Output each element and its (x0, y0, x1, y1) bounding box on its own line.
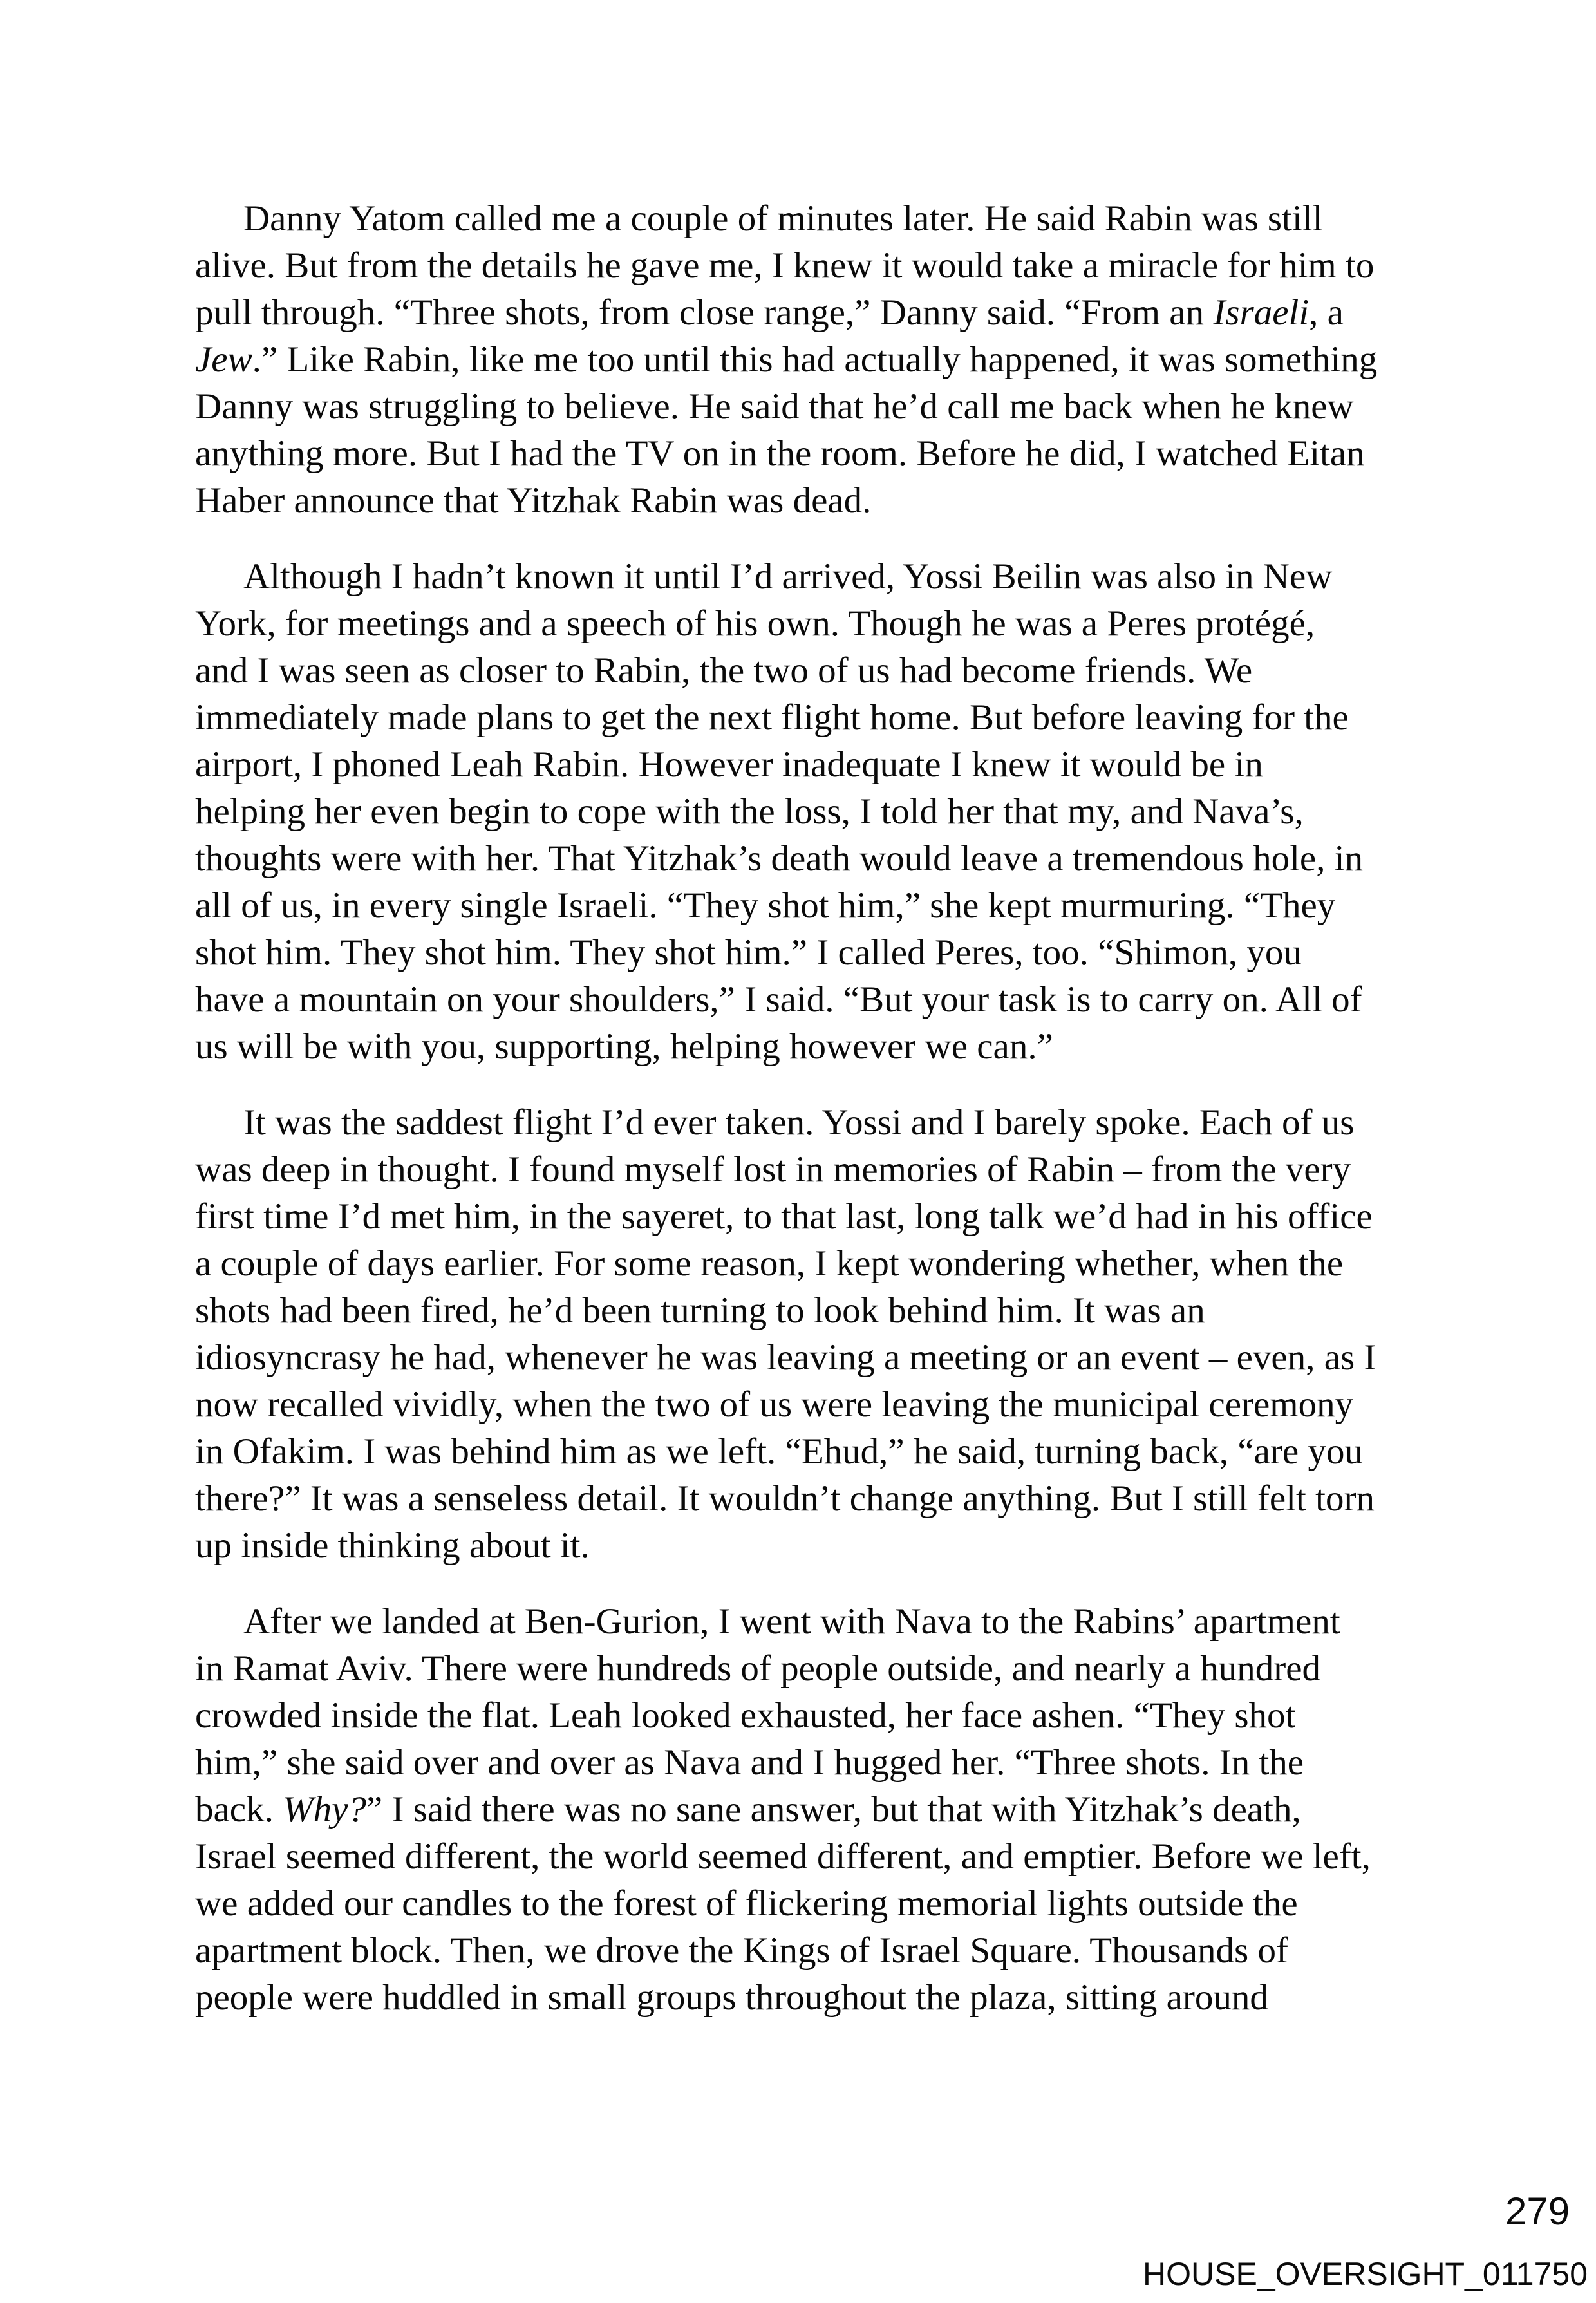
text-segment: shots had been fired, he’d been turning to look behind him. It was an (195, 1290, 1205, 1331)
text-line (195, 553, 1418, 600)
text-line (195, 976, 1418, 1023)
text-line (195, 383, 1418, 430)
text-segment: now recalled vividly, when the two of us were leaving the municipal ceremony (195, 1384, 1354, 1425)
text-segment: us will be with you, supporting, helping however we can.” (195, 1026, 1053, 1067)
text-segment: Danny was struggling to believe. He said that he’d call me back when he knew (195, 386, 1354, 427)
text-line (195, 1880, 1418, 1927)
text-segment: airport, I phoned Leah Rabin. However inadequate I knew it would be in (195, 744, 1263, 785)
text-line (195, 1833, 1418, 1880)
text-line (195, 336, 1418, 383)
text-line (195, 1146, 1418, 1193)
text-segment: him,” she said over and over as Nava and I hugged her. “Three shots. In the (195, 1742, 1304, 1783)
paragraph (195, 1099, 1418, 1569)
text-segment: thoughts were with her. That Yitzhak’s death would leave a tremendous hole, in (195, 838, 1364, 879)
text-line (195, 1287, 1418, 1334)
text-line (195, 242, 1418, 289)
text-segment: idiosyncrasy he had, whenever he was leaving a meeting or an event – even, as I (195, 1337, 1376, 1378)
page-body-text (195, 195, 1418, 2021)
text-segment: Israel seemed different, the world seemed different, and emptier. Before we left, (195, 1836, 1371, 1877)
text-segment: alive. But from the details he gave me, I knew it would take a miracle for him to (195, 245, 1375, 286)
text-segment: in Ofakim. I was behind him as we left. “Ehud,” he said, turning back, “are you (195, 1431, 1363, 1472)
text-segment: .” Like Rabin, like me too until this had actually happened, it was something (252, 339, 1378, 380)
text-segment: back. (195, 1789, 283, 1830)
text-segment: apartment block. Then, we drove the Kings of Israel Square. Thousands of (195, 1930, 1288, 1971)
paragraph (195, 553, 1418, 1070)
text-line (195, 1023, 1418, 1070)
text-line (195, 289, 1418, 336)
text-segment: we added our candles to the forest of flickering memorial lights outside the (195, 1883, 1298, 1924)
text-segment: crowded inside the flat. Leah looked exhausted, her face ashen. “They shot (195, 1695, 1296, 1736)
text-segment: After we landed at Ben-Gurion, I went with Nava to the Rabins’ apartment (243, 1601, 1340, 1642)
text-segment: Jew (195, 339, 252, 380)
text-segment: Israeli (1213, 292, 1310, 333)
text-line (195, 647, 1418, 694)
text-segment: helping her even begin to cope with the loss, I told her that my, and Nava’s, (195, 791, 1304, 832)
paragraph (195, 1598, 1418, 2021)
text-segment: anything more. But I had the TV on in the room. Before he did, I watched Eitan (195, 433, 1365, 474)
text-segment: have a mountain on your shoulders,” I said. “But your task is to carry on. All of (195, 979, 1362, 1020)
text-line (195, 788, 1418, 835)
text-segment: first time I’d met him, in the sayeret, to that last, long talk we’d had in his office (195, 1196, 1373, 1237)
text-segment: York, for meetings and a speech of his own. Though he was a Peres protégé, (195, 603, 1315, 644)
paragraph (195, 195, 1418, 524)
text-segment: up inside thinking about it. (195, 1525, 590, 1566)
text-segment: Haber announce that Yitzhak Rabin was dead. (195, 480, 872, 521)
text-segment: Why? (283, 1789, 366, 1830)
text-line (195, 477, 1418, 524)
text-line (195, 1475, 1418, 1522)
text-segment: It was the saddest flight I’d ever taken. Yossi and I barely spoke. Each of us (243, 1102, 1355, 1143)
text-line (195, 1739, 1418, 1786)
text-line (195, 1645, 1418, 1692)
text-segment: shot him. They shot him. They shot him.” I called Peres, too. “Shimon, you (195, 932, 1302, 973)
text-line (195, 1099, 1418, 1146)
text-line (195, 195, 1418, 242)
text-segment: and I was seen as closer to Rabin, the two of us had become friends. We (195, 650, 1253, 691)
text-line (195, 1522, 1418, 1569)
text-segment: ” I said there was no sane answer, but that with Yitzhak’s death, (366, 1789, 1301, 1830)
text-line (195, 835, 1418, 882)
text-line (195, 929, 1418, 976)
page-number: 279 (1505, 2190, 1570, 2233)
text-line (195, 1692, 1418, 1739)
text-line (195, 1381, 1418, 1428)
text-segment: a couple of days earlier. For some reason, I kept wondering whether, when the (195, 1243, 1344, 1284)
text-segment: in Ramat Aviv. There were hundreds of people outside, and nearly a hundred (195, 1648, 1320, 1689)
text-line (195, 1598, 1418, 1645)
text-line (195, 694, 1418, 741)
text-segment: was deep in thought. I found myself lost in memories of Rabin – from the very (195, 1149, 1351, 1190)
text-segment: Although I hadn’t known it until I’d arrived, Yossi Beilin was also in New (243, 556, 1333, 597)
text-segment: , a (1309, 292, 1344, 333)
text-line (195, 882, 1418, 929)
text-segment: people were huddled in small groups throughout the plaza, sitting around (195, 1977, 1268, 2018)
text-segment: immediately made plans to get the next flight home. But before leaving for the (195, 697, 1349, 738)
text-line (195, 1974, 1418, 2021)
bates-stamp: HOUSE_OVERSIGHT_011750 (1143, 2256, 1588, 2292)
text-line (195, 1786, 1418, 1833)
text-line (195, 1334, 1418, 1381)
text-line (195, 1240, 1418, 1287)
text-segment: Danny Yatom called me a couple of minutes later. He said Rabin was still (243, 198, 1323, 239)
text-segment: all of us, in every single Israeli. “They shot him,” she kept murmuring. “They (195, 885, 1336, 926)
text-line (195, 1193, 1418, 1240)
text-line (195, 741, 1418, 788)
text-line (195, 1927, 1418, 1974)
text-segment: pull through. “Three shots, from close range,” Danny said. “From an (195, 292, 1214, 333)
text-line (195, 600, 1418, 647)
text-segment: there?” It was a senseless detail. It wouldn’t change anything. But I still felt torn (195, 1478, 1375, 1519)
text-line (195, 430, 1418, 477)
text-line (195, 1428, 1418, 1475)
